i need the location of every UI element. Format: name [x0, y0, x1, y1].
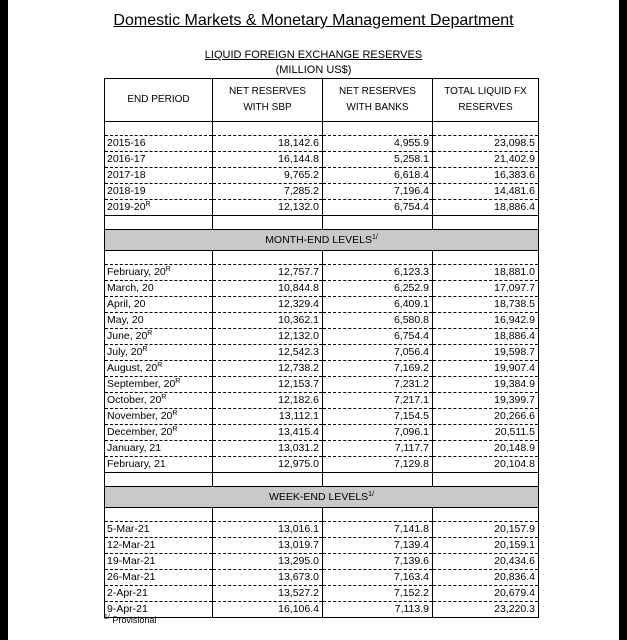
col-header-sbp: NET RESERVES WITH SBP [213, 79, 323, 122]
sbp-value-cell: 13,016.1 [213, 522, 323, 538]
spacer-cell [105, 216, 213, 230]
total-value-cell: 19,384.9 [433, 377, 539, 393]
spacer-cell [213, 216, 323, 230]
total-value-cell: 23,098.5 [433, 136, 539, 152]
total-value-cell: 20,836.4 [433, 570, 539, 586]
banks-value-cell: 6,754.4 [323, 329, 433, 345]
week-end-section-cell [105, 487, 539, 508]
spacer-cell [323, 251, 433, 265]
sbp-value-cell: 12,975.0 [213, 457, 323, 473]
spacer-cell [433, 216, 539, 230]
total-value-cell: 20,511.5 [433, 425, 539, 441]
banks-value-cell: 7,056.4 [323, 345, 433, 361]
banks-value-cell: 6,409.1 [323, 297, 433, 313]
table-row [105, 152, 539, 168]
sbp-value-cell: 12,153.7 [213, 377, 323, 393]
footnote-mark: 1/ [104, 614, 110, 621]
sbp-value-cell: 13,527.2 [213, 586, 323, 602]
revised-mark: R [147, 330, 153, 338]
banks-value-cell: 7,152.2 [323, 586, 433, 602]
period-cell [105, 570, 213, 586]
table-title: LIQUID FOREIGN EXCHANGE RESERVES [204, 49, 423, 61]
period-label: March, 20 [107, 282, 154, 295]
period-label: February, 20 [107, 266, 166, 279]
table-row [105, 168, 539, 184]
total-value-cell: 20,157.9 [433, 522, 539, 538]
total-value-cell: 18,738.5 [433, 297, 539, 313]
period-cell [105, 409, 213, 425]
spacer-cell [213, 122, 323, 136]
period-label: 12-Mar-21 [107, 539, 156, 552]
spacer-cell [323, 122, 433, 136]
period-cell [105, 265, 213, 281]
sbp-value-cell: 12,757.7 [213, 265, 323, 281]
sbp-value-cell: 10,844.8 [213, 281, 323, 297]
period-cell [105, 281, 213, 297]
period-label: 2015-16 [107, 137, 146, 150]
spacer-row [105, 473, 539, 487]
spacer-cell [323, 473, 433, 487]
period-label: December, 20 [107, 426, 173, 439]
period-cell [105, 522, 213, 538]
table-row [105, 586, 539, 602]
period-label: April, 20 [107, 298, 146, 311]
total-value-cell: 17,097.7 [433, 281, 539, 297]
sbp-value-cell: 18,142.6 [213, 136, 323, 152]
total-value-cell: 18,886.4 [433, 329, 539, 345]
period-cell [105, 393, 213, 409]
banks-value-cell: 7,113.9 [323, 602, 433, 618]
table-row [105, 457, 539, 473]
revised-mark: R [161, 394, 167, 402]
period-cell [105, 345, 213, 361]
table-row [105, 377, 539, 393]
week-end-section-label: WEEK-END LEVELS [268, 490, 369, 503]
period-cell [105, 184, 213, 200]
total-value-cell: 19,598.7 [433, 345, 539, 361]
total-value-cell: 20,159.1 [433, 538, 539, 554]
period-label: 2-Apr-21 [107, 587, 148, 600]
table-row [105, 570, 539, 586]
banks-value-cell: 7,139.6 [323, 554, 433, 570]
banks-value-cell: 7,117.7 [323, 441, 433, 457]
banks-value-cell: 6,754.4 [323, 200, 433, 216]
revised-mark: R [145, 201, 151, 209]
sbp-value-cell: 9,765.2 [213, 168, 323, 184]
banks-value-cell: 7,139.4 [323, 538, 433, 554]
table-row [105, 554, 539, 570]
period-cell [105, 297, 213, 313]
table-row [105, 313, 539, 329]
col-header-end-period: END PERIOD [105, 79, 213, 122]
sbp-value-cell: 12,738.2 [213, 361, 323, 377]
table-row [105, 425, 539, 441]
table-units: (MILLION US$) [275, 64, 352, 76]
revised-mark: R [157, 362, 163, 370]
period-label: 2019-20 [107, 201, 146, 214]
period-label: February, 21 [107, 458, 166, 471]
period-cell [105, 329, 213, 345]
revised-mark: R [142, 346, 148, 354]
week-end-section [105, 487, 539, 508]
table-row [105, 200, 539, 216]
period-label: June, 20 [107, 330, 148, 343]
spacer-cell [213, 508, 323, 522]
banks-value-cell: 6,580.8 [323, 313, 433, 329]
footnote-text: Provisional [112, 615, 157, 625]
table-row [105, 345, 539, 361]
banks-value-cell: 7,196.4 [323, 184, 433, 200]
period-cell [105, 586, 213, 602]
sbp-value-cell: 13,112.1 [213, 409, 323, 425]
table-row [105, 265, 539, 281]
reserves-table [104, 78, 539, 618]
spacer-cell [433, 122, 539, 136]
total-value-cell: 20,266.6 [433, 409, 539, 425]
period-cell [105, 152, 213, 168]
sbp-value-cell: 13,673.0 [213, 570, 323, 586]
period-label: November, 20 [107, 410, 173, 423]
spacer-cell [105, 508, 213, 522]
table-row [105, 538, 539, 554]
period-label: May, 20 [107, 314, 144, 327]
month-end-section-cell [105, 230, 539, 251]
banks-value-cell: 7,217.1 [323, 393, 433, 409]
spacer-row [105, 122, 539, 136]
table-row [105, 136, 539, 152]
revised-mark: R [165, 266, 171, 274]
banks-value-cell: 7,141.8 [323, 522, 433, 538]
spacer-cell [433, 473, 539, 487]
footnote [104, 615, 156, 625]
table-row [105, 393, 539, 409]
col-header-total: TOTAL LIQUID FX RESERVES [433, 79, 539, 122]
spacer-row [105, 216, 539, 230]
spacer-cell [433, 508, 539, 522]
month-end-section-footnote-mark: 1/ [371, 233, 378, 241]
period-cell [105, 168, 213, 184]
period-label: October, 20 [107, 394, 162, 407]
sbp-value-cell: 12,132.0 [213, 200, 323, 216]
total-value-cell: 20,148.9 [433, 441, 539, 457]
period-label: January, 21 [107, 442, 162, 455]
period-label: 9-Apr-21 [107, 603, 148, 616]
table-row [105, 361, 539, 377]
period-cell [105, 200, 213, 216]
sbp-value-cell: 13,031.2 [213, 441, 323, 457]
period-cell [105, 313, 213, 329]
table-row [105, 409, 539, 425]
revised-mark: R [175, 378, 181, 386]
period-label: 26-Mar-21 [107, 571, 156, 584]
banks-value-cell: 6,252.9 [323, 281, 433, 297]
total-value-cell: 18,886.4 [433, 200, 539, 216]
sbp-value-cell: 13,295.0 [213, 554, 323, 570]
banks-value-cell: 7,163.4 [323, 570, 433, 586]
banks-value-cell: 4,955.9 [323, 136, 433, 152]
table-row [105, 329, 539, 345]
banks-value-cell: 7,129.8 [323, 457, 433, 473]
table-row [105, 441, 539, 457]
sbp-value-cell: 10,362.1 [213, 313, 323, 329]
period-label: August, 20 [107, 362, 158, 375]
spacer-cell [213, 251, 323, 265]
period-cell [105, 554, 213, 570]
period-label: 2017-18 [107, 169, 146, 182]
sbp-value-cell: 12,329.4 [213, 297, 323, 313]
period-label: 19-Mar-21 [107, 555, 156, 568]
banks-value-cell: 7,096.1 [323, 425, 433, 441]
spacer-cell [433, 251, 539, 265]
sbp-value-cell: 12,182.6 [213, 393, 323, 409]
table-row [105, 522, 539, 538]
banks-value-cell: 7,154.5 [323, 409, 433, 425]
spacer-cell [323, 216, 433, 230]
sbp-value-cell: 16,144.8 [213, 152, 323, 168]
total-value-cell: 20,104.8 [433, 457, 539, 473]
sbp-value-cell: 13,415.4 [213, 425, 323, 441]
document-page [8, 0, 619, 640]
spacer-row [105, 508, 539, 522]
period-label: 5-Mar-21 [107, 523, 150, 536]
month-end-section [105, 230, 539, 251]
table-row [105, 184, 539, 200]
revised-mark: R [172, 426, 178, 434]
spacer-cell [105, 122, 213, 136]
period-cell [105, 136, 213, 152]
banks-value-cell: 7,231.2 [323, 377, 433, 393]
sbp-value-cell: 7,285.2 [213, 184, 323, 200]
period-cell [105, 538, 213, 554]
total-value-cell: 16,383.6 [433, 168, 539, 184]
period-cell [105, 377, 213, 393]
banks-value-cell: 6,618.4 [323, 168, 433, 184]
spacer-cell [105, 473, 213, 487]
sbp-value-cell: 13,019.7 [213, 538, 323, 554]
period-cell [105, 361, 213, 377]
week-end-section-footnote-mark: 1/ [368, 490, 375, 498]
total-value-cell: 21,402.9 [433, 152, 539, 168]
revised-mark: R [172, 410, 178, 418]
period-cell [105, 457, 213, 473]
sbp-value-cell: 12,542.3 [213, 345, 323, 361]
total-value-cell: 20,434.6 [433, 554, 539, 570]
sbp-value-cell: 12,132.0 [213, 329, 323, 345]
table-body [105, 122, 539, 618]
table-row [105, 281, 539, 297]
department-heading: Domestic Markets & Monetary Management Department [113, 12, 514, 29]
period-cell [105, 441, 213, 457]
banks-value-cell: 5,258.1 [323, 152, 433, 168]
banks-value-cell: 6,123.3 [323, 265, 433, 281]
sbp-value-cell: 16,106.4 [213, 602, 323, 618]
total-value-cell: 16,942.9 [433, 313, 539, 329]
period-label: 2018-19 [107, 185, 146, 198]
banks-value-cell: 7,169.2 [323, 361, 433, 377]
total-value-cell: 23,220.3 [433, 602, 539, 618]
spacer-row [105, 251, 539, 265]
total-value-cell: 14,481.6 [433, 184, 539, 200]
period-label: September, 20 [107, 378, 176, 391]
table-row [105, 602, 539, 618]
month-end-section-label: MONTH-END LEVELS [265, 233, 372, 246]
table-row [105, 297, 539, 313]
total-value-cell: 19,907.4 [433, 361, 539, 377]
period-label: 2016-17 [107, 153, 146, 166]
total-value-cell: 19,399.7 [433, 393, 539, 409]
total-value-cell: 18,881.0 [433, 265, 539, 281]
period-cell [105, 425, 213, 441]
period-label: July, 20 [107, 346, 143, 359]
col-header-banks: NET RESERVES WITH BANKS [323, 79, 433, 122]
spacer-cell [213, 473, 323, 487]
total-value-cell: 20,679.4 [433, 586, 539, 602]
spacer-cell [105, 251, 213, 265]
spacer-cell [323, 508, 433, 522]
